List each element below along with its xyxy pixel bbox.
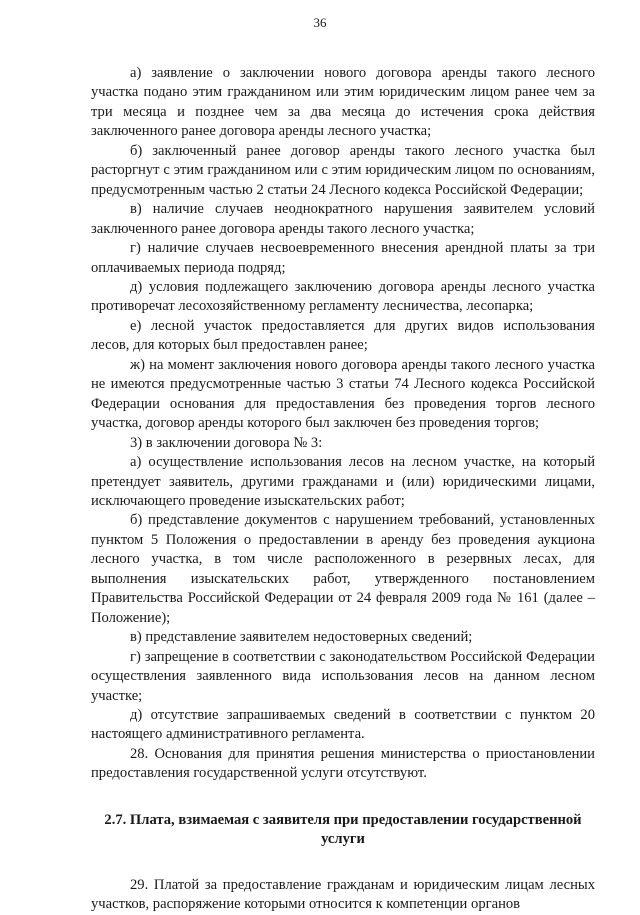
paragraph-d-contradicts-regulation: д) условия подлежащего заключению договора аренды лесного участка противоречат лесохозяйственному регламенту лесничества, лесопарка;	[91, 278, 595, 315]
paragraph-v-repeated-violations: в) наличие случаев неоднократного нарушения заявителем условий заключенного ранее договора аренды такого лесного участка;	[91, 201, 595, 237]
paragraph-29-fee: 29. Платой за предоставление гражданам и юридическим лицам лесных участков, распоряжение которыми относится к компетенции органов	[91, 876, 595, 913]
paragraph-d-missing-information: д) отсутствие запрашиваемых сведений в соответствии с пунктом 20 настоящего административного регламента.	[91, 706, 595, 743]
page-number: 36	[313, 15, 327, 30]
document-body	[91, 64, 595, 915]
paragraph-b-document-violations: б) представление документов с нарушением требований, установленных пунктом 5 Положения о предоставлении в аренду без проведения аукциона лесного участка, в том числе расположенного в резервных лесах, для выполнения изыскательских работ, утвержденного постановлением Правительства Российской Федерации от 24 февраля 2009 года № 161 (далее – Положение);	[91, 512, 595, 626]
paragraph-g-legal-prohibition: г) запрещение в соответствии с законодательством Российской Федерации осуществления заявленного вида использования лесов на данном лесном участке;	[91, 648, 595, 704]
paragraph-g-late-payments: г) наличие случаев несвоевременного внесения арендной платы за три оплачиваемых периода подряд;	[91, 240, 595, 276]
paragraph-contract-3-heading: 3) в заключении договора № 3:	[130, 434, 323, 451]
paragraph-a-forest-use-by-others: а) осуществление использования лесов на лесном участке, на который претендует заявитель, другими гражданами и (или) юридическими лицами, исключающего проведение изыскательских работ;	[91, 454, 595, 509]
paragraph-e-other-uses: е) лесной участок предоставляется для других видов использования лесов, для которых был предоставлен ранее;	[91, 317, 595, 354]
paragraph-28-no-suspension: 28. Основания для принятия решения министерства о приостановлении предоставления государственной услуги отсутствуют.	[91, 745, 595, 782]
paragraph-zh-no-grounds: ж) на момент заключения нового договора аренды такого лесного участка не имеются предусмотренные частью 3 статьи 74 Лесного кодекса Российской Федерации основания для предоставления без проведения торгов лесного участка, договор аренды которого был заключен без проведения торгов;	[91, 356, 595, 432]
paragraph-a-new-lease-application: а) заявление о заключении нового договора аренды такого лесного участка подано этим гражданином или этим юридическим лицом ранее чем за три месяца и позднее чем за два месяца до истечения срока действия заключенного ранее договора аренды лесного участка;	[91, 65, 595, 140]
paragraph-b-lease-terminated: б) заключенный ранее договор аренды такого лесного участка был расторгнут с этим гражданином или с этим юридическим лицом по основаниям, предусмотренным частью 2 статьи 24 Лесного кодекса Российской Федерации;	[91, 142, 595, 198]
paragraph-v-false-information: в) представление заявителем недостоверных сведений;	[130, 629, 473, 646]
section-heading: 2.7. Плата, взимаемая с заявителя при предоставлении государственной услуги	[104, 811, 582, 848]
